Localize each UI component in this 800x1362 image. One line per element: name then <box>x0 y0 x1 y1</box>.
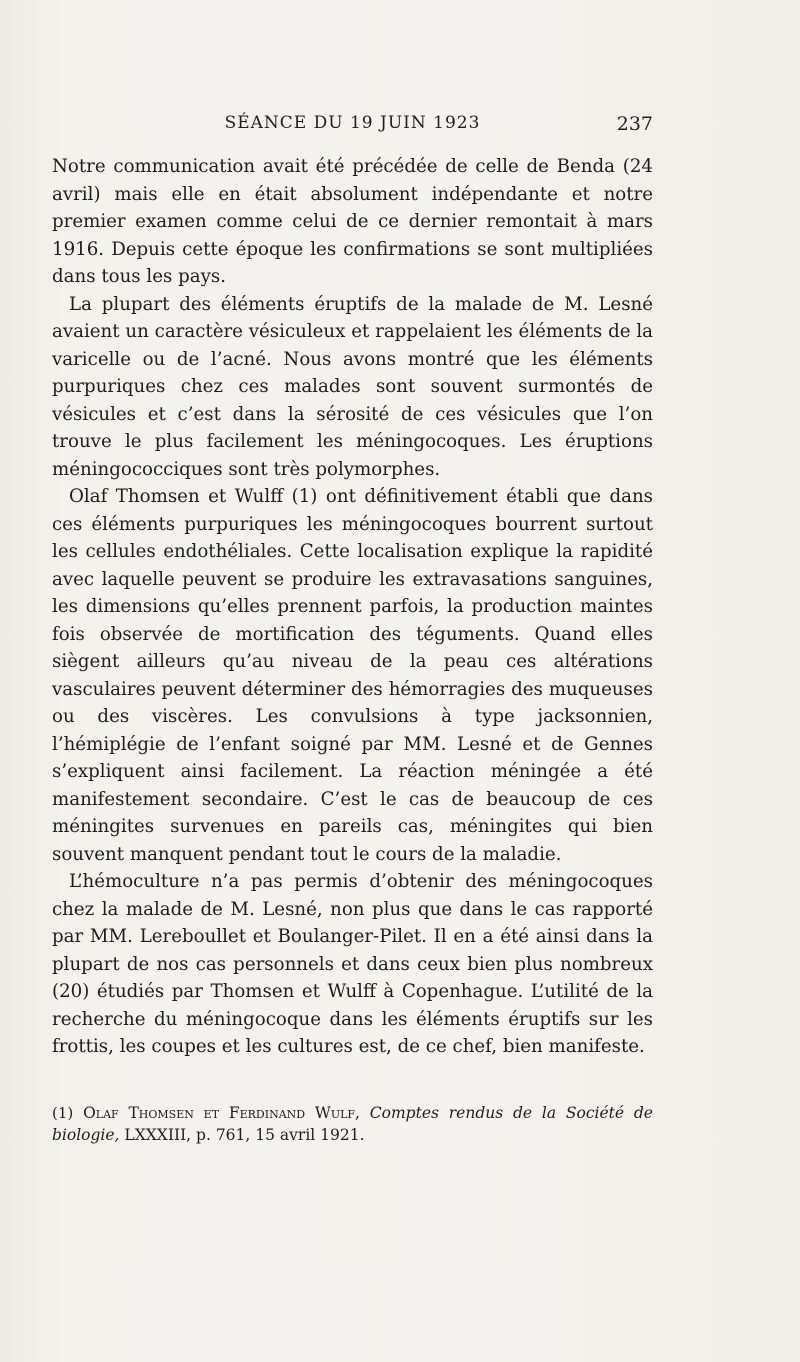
footnote <box>52 1102 653 1146</box>
paragraph: Olaf Thomsen et Wulff (1) ont définitivement établi que dans ces éléments purpuriques les méningocoques bourrent surtout les cellules endothéliales. Cette localisation explique la rapidité avec laquelle peuvent se produire les extravasations sanguines, les dimensions qu’elles prennent parfois, la production maintes fois observée de mortification des téguments. Quand elles siègent ailleurs qu’au niveau de la peau ces altérations vasculaires peuvent déterminer des hémorragies des muqueuses ou des viscères. Les convulsions à type jacksonnien, l’hémiplégie de l’enfant soigné par MM. Lesné et de Gennes s’expliquent ainsi facilement. La réaction méningée a été manifestement secondaire. C’est le cas de beaucoup de ces méningites survenues en pareils cas, méningites qui bien souvent manquent pendant tout le cours de la maladie. <box>52 486 653 865</box>
paragraph: L’hémoculture n’a pas permis d’obtenir des méningocoques chez la malade de M. Lesné, non plus que dans le cas rapporté par MM. Lereboullet et Boulanger-Pilet. Il en a été ainsi dans la plupart de nos cas personnels et dans ceux bien plus nombreux (20) étudiés par Thomsen et Wulff à Copenhague. L’utilité de la recherche du méningocoque dans les éléments éruptifs sur les frottis, les coupes et les cultures est, de ce chef, bien manifeste. <box>52 871 653 1057</box>
paragraph: Notre communication avait été précédée de celle de Benda (24 avril) mais elle en était absolument indépendante et notre premier examen comme celui de ce dernier remontait à mars 1916. Depuis cette époque les confirmations se sont multipliées dans tous les pays. <box>52 156 653 287</box>
footnote-authors: Olaf Thomsen et Ferdinand Wulf, <box>83 1104 360 1122</box>
footnote-journal: Comptes rendus de la Société de biologie, <box>52 1104 653 1144</box>
main-text <box>52 153 653 1061</box>
page-header <box>52 113 653 143</box>
paragraph: La plupart des éléments éruptifs de la malade de M. Lesné avaient un caractère vésiculeux et rappelaient les éléments de la varicelle ou de l’acné. Nous avons montré que les éléments purpuriques chez ces malades sont souvent surmontés de vésicules et c’est dans la sérosité de ces vésicules que l’on trouve le plus facilement les méningocoques. Les éruptions méningococciques sont très polymorphes. <box>52 293 653 480</box>
running-head: SÉANCE DU 19 JUIN 1923 <box>224 113 481 133</box>
footnote-marker: (1) <box>52 1104 74 1122</box>
footnote-details: LXXXIII, p. 761, 15 avril 1921. <box>124 1126 365 1144</box>
page-number: 237 <box>616 113 653 135</box>
